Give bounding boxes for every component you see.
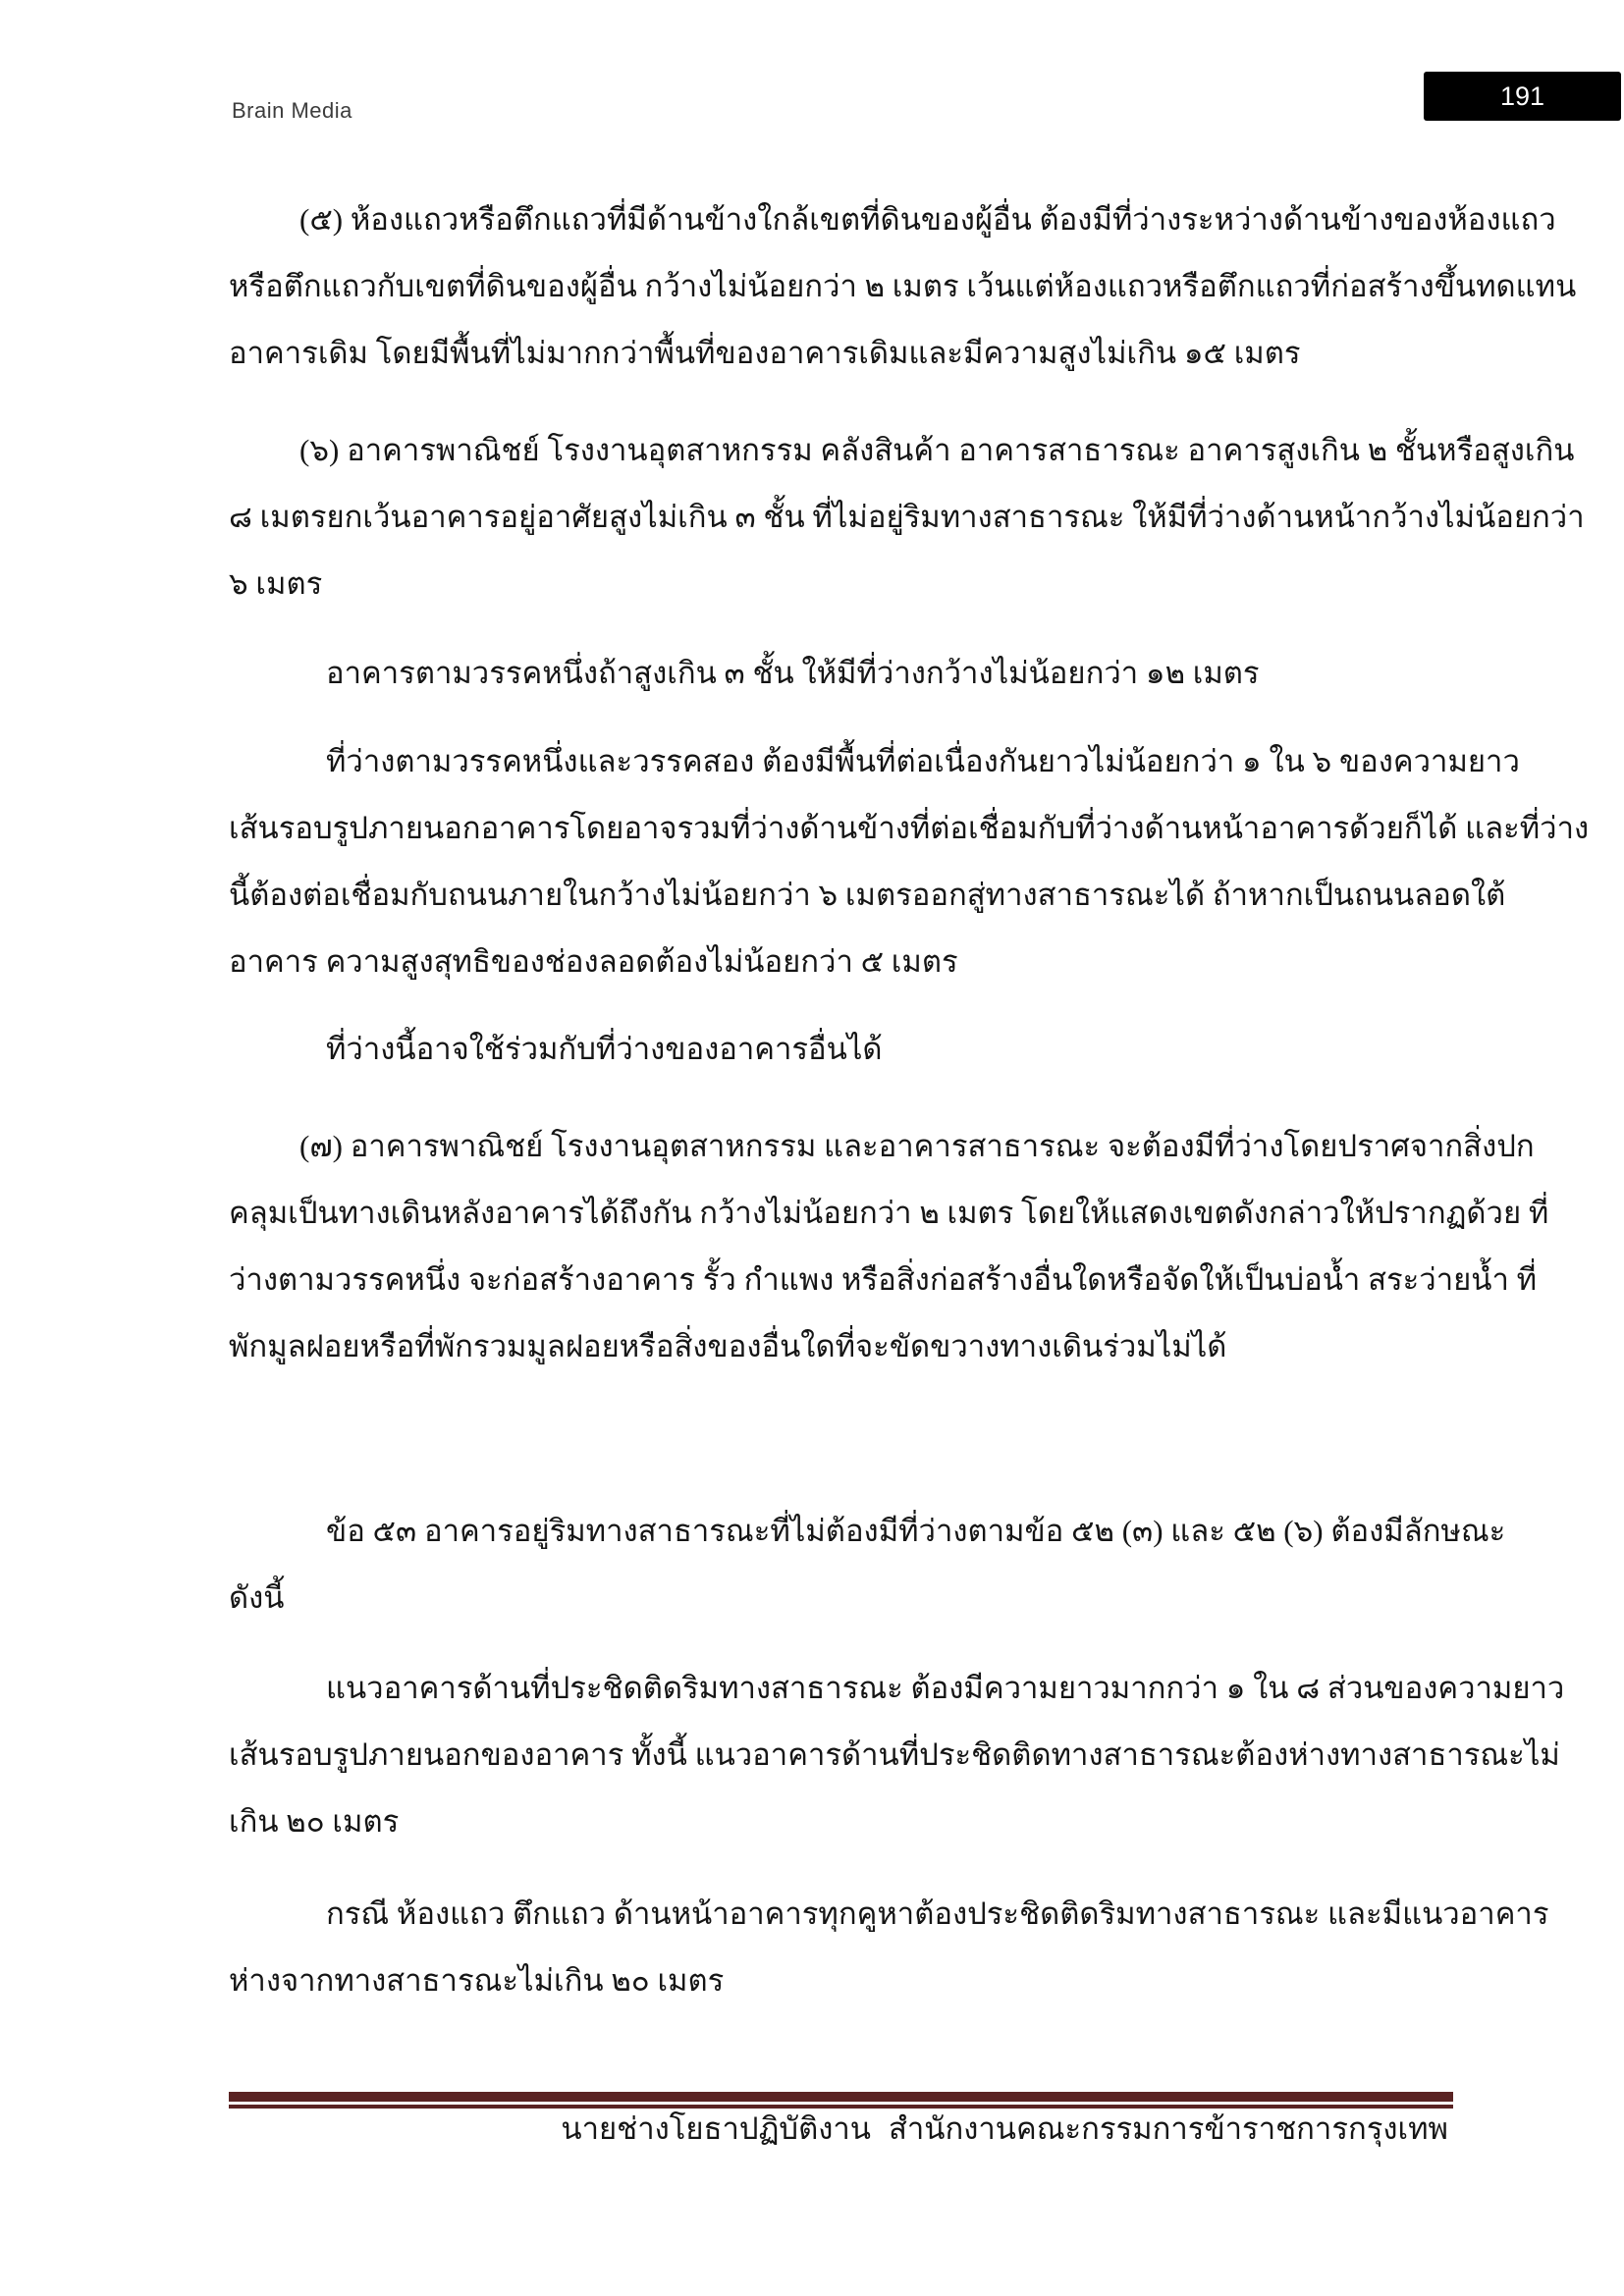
text-line: ห่างจากทางสาธารณะไม่เกิน ๒๐ เมตร	[229, 1963, 725, 1998]
text-line: แนวอาคารด้านที่ประชิดติดริมทางสาธารณะ ต้องมีความยาวมากกว่า ๑ ใน ๘ ส่วนของความยาว	[326, 1671, 1565, 1705]
text-line: ว่างตามวรรคหนึ่ง จะก่อสร้างอาคาร รั้ว กำแพง หรือสิ่งก่อสร้างอื่นใดหรือจัดให้เป็นบ่อน้ำ สระว่ายน้ำ ที่	[229, 1262, 1538, 1297]
text-line: ๘ เมตรยกเว้นอาคารอยู่อาศัยสูงไม่เกิน ๓ ชั้น ที่ไม่อยู่ริมทางสาธารณะ ให้มีที่ว่างด้านหน้ากว้างไม่น้อยกว่า	[229, 500, 1585, 534]
paragraph-clause-6-sub3	[229, 1016, 1466, 1083]
paragraph-section-53-sub2	[229, 1881, 1549, 2014]
text-line: ดังนี้	[229, 1580, 285, 1615]
text-line: หรือตึกแถวกับเขตที่ดินของผู้อื่น กว้างไม่น้อยกว่า ๒ เมตร เว้นแต่ห้องแถวหรือตึกแถวที่ก่อสร้างขึ้นทดแทน	[229, 269, 1577, 303]
page-number: 191	[1499, 80, 1545, 111]
text-line: ที่ว่างตามวรรคหนึ่งและวรรคสอง ต้องมีพื้นที่ต่อเนื่องกันยาวไม่น้อยกว่า ๑ ใน ๖ ของความยาว	[326, 744, 1520, 778]
text-line: คลุมเป็นทางเดินหลังอาคารได้ถึงกัน กว้างไม่น้อยกว่า ๒ เมตร โดยให้แสดงเขตดังกล่าวให้ปรากฏด้วย ที่	[229, 1196, 1549, 1230]
paragraph-clause-6-sub2	[229, 728, 1590, 995]
paragraph-section-53-sub1	[229, 1655, 1565, 1855]
page-number-badge	[1424, 72, 1621, 121]
text-line: พักมูลฝอยหรือที่พักรวมมูลฝอยหรือสิ่งของอื่นใดที่จะขัดขวางทางเดินร่วมไม่ได้	[229, 1329, 1227, 1363]
text-line: อาคารเดิม โดยมีพื้นที่ไม่มากกว่าพื้นที่ของอาคารเดิมและมีความสูงไม่เกิน ๑๕ เมตร	[229, 336, 1301, 370]
text-line: เส้นรอบรูปภายนอกอาคารโดยอาจรวมที่ว่างด้านข้างที่ต่อเชื่อมกับที่ว่างด้านหน้าอาคารด้วยก็ได้ และที่ว่าง	[229, 811, 1590, 845]
text-line: เกิน ๒๐ เมตร	[229, 1804, 400, 1839]
text-line: อาคารตามวรรคหนึ่งถ้าสูงเกิน ๓ ชั้น ให้มีที่ว่างกว้างไม่น้อยกว่า ๑๒ เมตร	[326, 656, 1260, 690]
paragraph-clause-7	[229, 1113, 1549, 1380]
footer-divider-thick-bar	[229, 2092, 1453, 2102]
footer-credit	[561, 2107, 1448, 2152]
text-line: อาคาร ความสูงสุทธิของช่องลอดต้องไม่น้อยกว่า ๕ เมตร	[229, 944, 958, 979]
text-line: นี้ต้องต่อเชื่อมกับถนนภายในกว้างไม่น้อยกว่า ๖ เมตรออกสู่ทางสาธารณะได้ ถ้าหากเป็นถนนลอดใต้	[229, 878, 1506, 912]
text-line: ๖ เมตร	[229, 566, 323, 601]
text-line: ที่ว่างนี้อาจใช้ร่วมกับที่ว่างของอาคารอื่นได้	[326, 1032, 883, 1066]
paragraph-clause-5	[229, 187, 1577, 387]
text-line: กรณี ห้องแถว ตึกแถว ด้านหน้าอาคารทุกคูหาต้องประชิดติดริมทางสาธารณะ และมีแนวอาคาร	[326, 1896, 1549, 1931]
paragraph-section-53	[229, 1498, 1506, 1631]
text-line: (๗) อาคารพาณิชย์ โรงงานอุตสาหกรรม และอาคารสาธารณะ จะต้องมีที่ว่างโดยปราศจากสิ่งปก	[299, 1129, 1535, 1163]
text-line: เส้นรอบรูปภายนอกของอาคาร ทั้งนี้ แนวอาคารด้านที่ประชิดติดทางสาธารณะต้องห่างทางสาธารณะไม่	[229, 1737, 1560, 1772]
text-line: ข้อ ๕๓ อาคารอยู่ริมทางสาธารณะที่ไม่ต้องมีที่ว่างตามข้อ ๕๒ (๓) และ ๕๒ (๖) ต้องมีลักษณะ	[326, 1514, 1506, 1548]
footer-organization: สำนักงานคณะกรรมการข้าราชการกรุงเทพ	[888, 2111, 1448, 2146]
paragraph-clause-6	[229, 417, 1585, 617]
paragraph-clause-6-sub1	[229, 640, 1466, 707]
header-brand: Brain Media	[232, 98, 352, 123]
text-line: (๕) ห้องแถวหรือตึกแถวที่มีด้านข้างใกล้เขตที่ดินของผู้อื่น ต้องมีที่ว่างระหว่างด้านข้างของห้องแถว	[299, 202, 1556, 237]
text-line: (๖) อาคารพาณิชย์ โรงงานอุตสาหกรรม คลังสินค้า อาคารสาธารณะ อาคารสูงเกิน ๒ ชั้นหรือสูงเกิน	[299, 433, 1575, 467]
footer-position-title: นายช่างโยธาปฏิบัติงาน	[561, 2111, 871, 2146]
